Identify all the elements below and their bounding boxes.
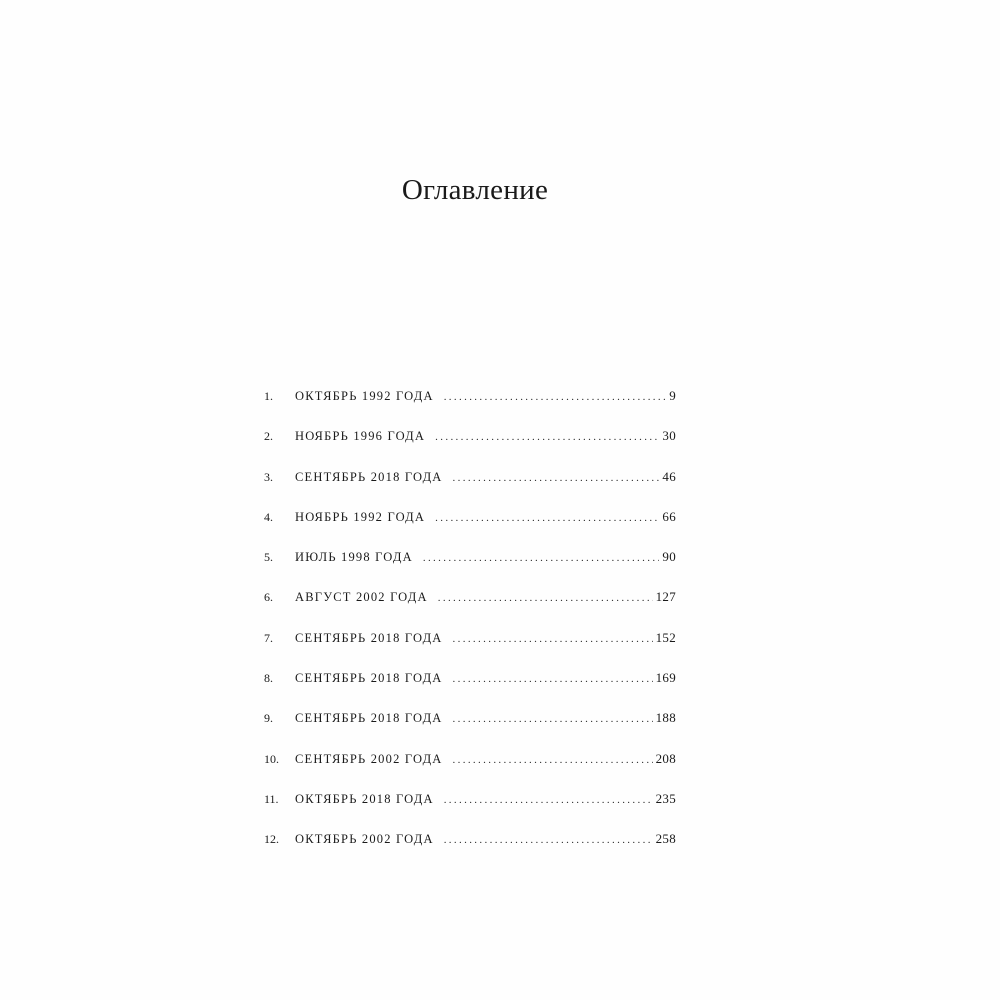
toc-entry[interactable] — [264, 549, 676, 589]
entry-number: 4. — [264, 509, 273, 524]
entry-title: СЕНТЯБРЬ 2002 ГОДА — [295, 751, 443, 766]
dot-leader — [438, 592, 653, 604]
entry-number: 6. — [264, 590, 273, 605]
dot-leader — [453, 673, 653, 685]
entry-page-number: 127 — [655, 589, 676, 605]
entry-page-number: 9 — [669, 388, 676, 403]
dot-leader — [453, 713, 653, 725]
dot-leader — [423, 552, 660, 564]
entry-number: 5. — [264, 550, 273, 565]
dot-leader — [435, 431, 659, 443]
entry-page-number: 152 — [655, 629, 676, 645]
dot-leader — [444, 794, 653, 806]
toc-entry[interactable] — [264, 589, 676, 629]
toc-entry[interactable] — [264, 388, 676, 428]
entry-number: 12. — [264, 832, 279, 847]
dot-leader — [435, 512, 659, 524]
entry-title: АВГУСТ 2002 ГОДА — [295, 590, 428, 605]
entry-title: ОКТЯБРЬ 1992 ГОДА — [295, 389, 434, 403]
entry-title: СЕНТЯБРЬ 2018 ГОДА — [295, 469, 443, 484]
entry-page-number: 258 — [655, 831, 676, 847]
entry-title: СЕНТЯБРЬ 2018 ГОДА — [295, 711, 443, 726]
toc-entry[interactable] — [264, 469, 676, 509]
dot-leader — [444, 834, 653, 846]
toc-entry[interactable] — [264, 831, 676, 871]
entry-title: НОЯБРЬ 1992 ГОДА — [295, 509, 426, 524]
table-of-contents — [264, 388, 676, 872]
entry-title: ОКТЯБРЬ 2002 ГОДА — [295, 832, 434, 847]
entry-number: 1. — [264, 389, 273, 403]
toc-entry[interactable] — [264, 751, 676, 791]
entry-page-number: 46 — [662, 468, 676, 484]
entry-page-number: 169 — [655, 670, 676, 686]
entry-page-number: 66 — [662, 508, 676, 524]
entry-title: ИЮЛЬ 1998 ГОДА — [295, 550, 413, 565]
entry-page-number: 188 — [655, 710, 676, 726]
page-title: Оглавление — [401, 174, 549, 206]
dot-leader — [444, 391, 666, 403]
toc-entry[interactable] — [264, 710, 676, 750]
entry-title: СЕНТЯБРЬ 2018 ГОДА — [295, 671, 443, 686]
toc-entry[interactable] — [264, 428, 676, 468]
entry-number: 8. — [264, 671, 273, 686]
entry-number: 9. — [264, 711, 273, 726]
entry-title: ОКТЯБРЬ 2018 ГОДА — [295, 791, 434, 806]
entry-page-number: 90 — [662, 549, 676, 565]
toc-entry[interactable] — [264, 630, 676, 670]
entry-number: 11. — [264, 791, 279, 806]
entry-title: СЕНТЯБРЬ 2018 ГОДА — [295, 630, 443, 645]
entry-title: НОЯБРЬ 1996 ГОДА — [295, 429, 426, 444]
entry-number: 3. — [264, 469, 273, 484]
toc-entry[interactable] — [264, 509, 676, 549]
entry-number: 7. — [264, 630, 273, 645]
entry-number: 2. — [264, 429, 273, 444]
dot-leader — [453, 472, 660, 484]
toc-entry[interactable] — [264, 670, 676, 710]
dot-leader — [453, 633, 653, 645]
dot-leader — [453, 754, 653, 766]
entry-number: 10. — [264, 751, 279, 766]
entry-page-number: 235 — [655, 790, 676, 806]
entry-page-number: 30 — [662, 428, 676, 444]
entry-page-number: 208 — [655, 750, 676, 766]
toc-entry[interactable] — [264, 791, 676, 831]
